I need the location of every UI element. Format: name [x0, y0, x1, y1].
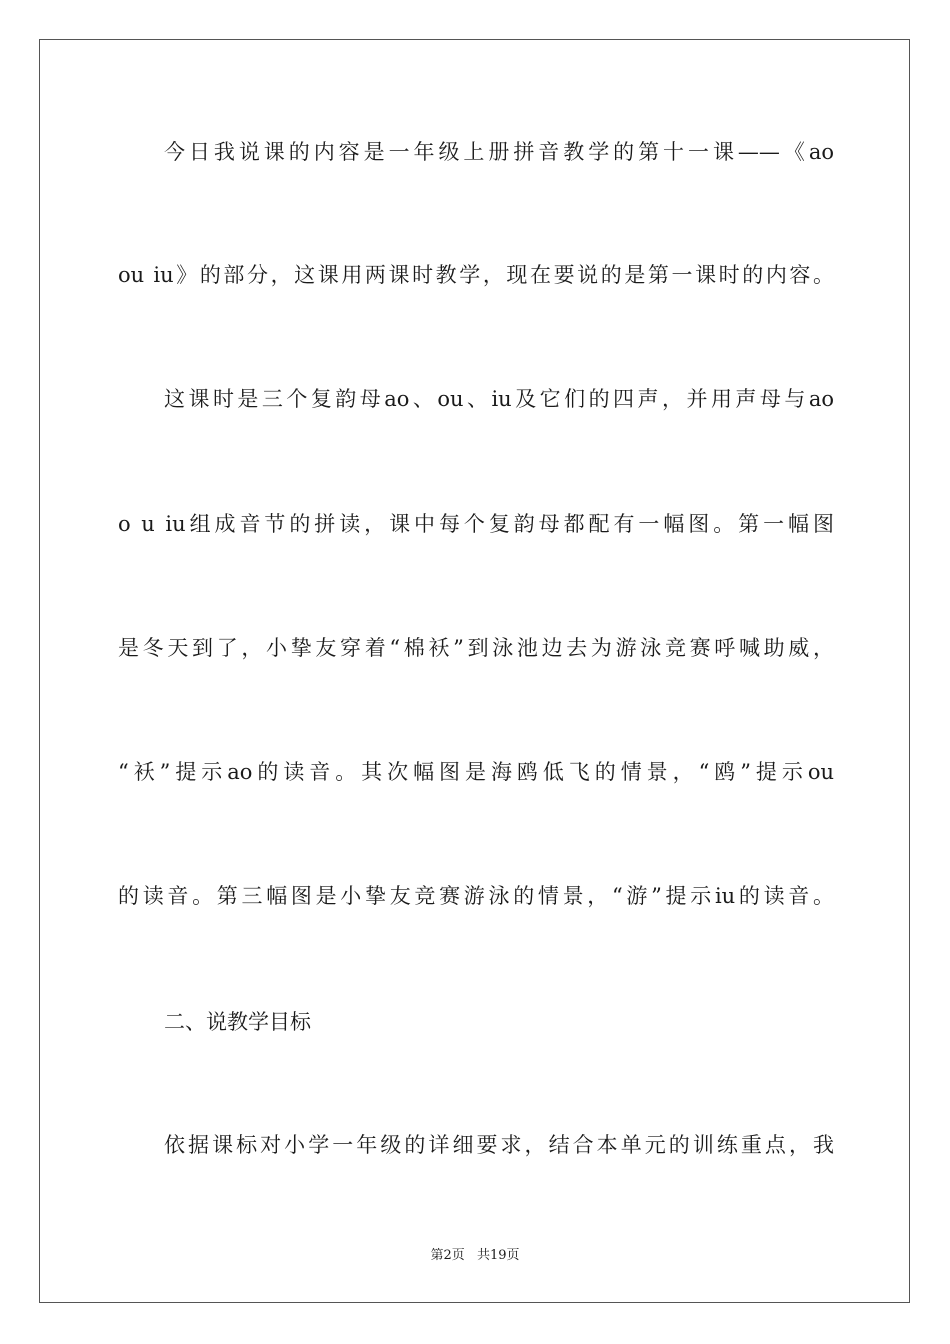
page-footer — [0, 1244, 950, 1263]
section-heading: 二、说教学目标 — [164, 1010, 311, 1034]
paragraph-line: 这课时是三个复韵母ao、ou、iu及它们的四声，并用声母与ao — [164, 387, 834, 411]
paragraph-line: 依据课标对小学一年级的详细要求，结合本单元的训练重点，我 — [164, 1133, 834, 1157]
paragraph-line: 是冬天到了，小挚友穿着“棉袄”到泳池边去为游泳竞赛呼喊助威， — [118, 636, 834, 660]
paragraph-line: o u iu组成音节的拼读，课中每个复韵母都配有一幅图。第一幅图 — [118, 512, 834, 536]
page-number: 第2页 — [430, 1248, 465, 1263]
paragraph-line: ou iu》的部分，这课用两课时教学，现在要说的是第一课时的内容。 — [118, 263, 834, 287]
page-total: 共19页 — [476, 1248, 520, 1263]
paragraph-line: 今日我说课的内容是一年级上册拼音教学的第十一课——《ao — [164, 140, 834, 164]
paragraph-line: “袄”提示ao的读音。其次幅图是海鸥低飞的情景，“鸥”提示ou — [118, 760, 834, 784]
page-frame — [39, 39, 910, 1303]
paragraph-line: 的读音。第三幅图是小挚友竞赛游泳的情景，“游”提示iu的读音。 — [118, 884, 834, 908]
